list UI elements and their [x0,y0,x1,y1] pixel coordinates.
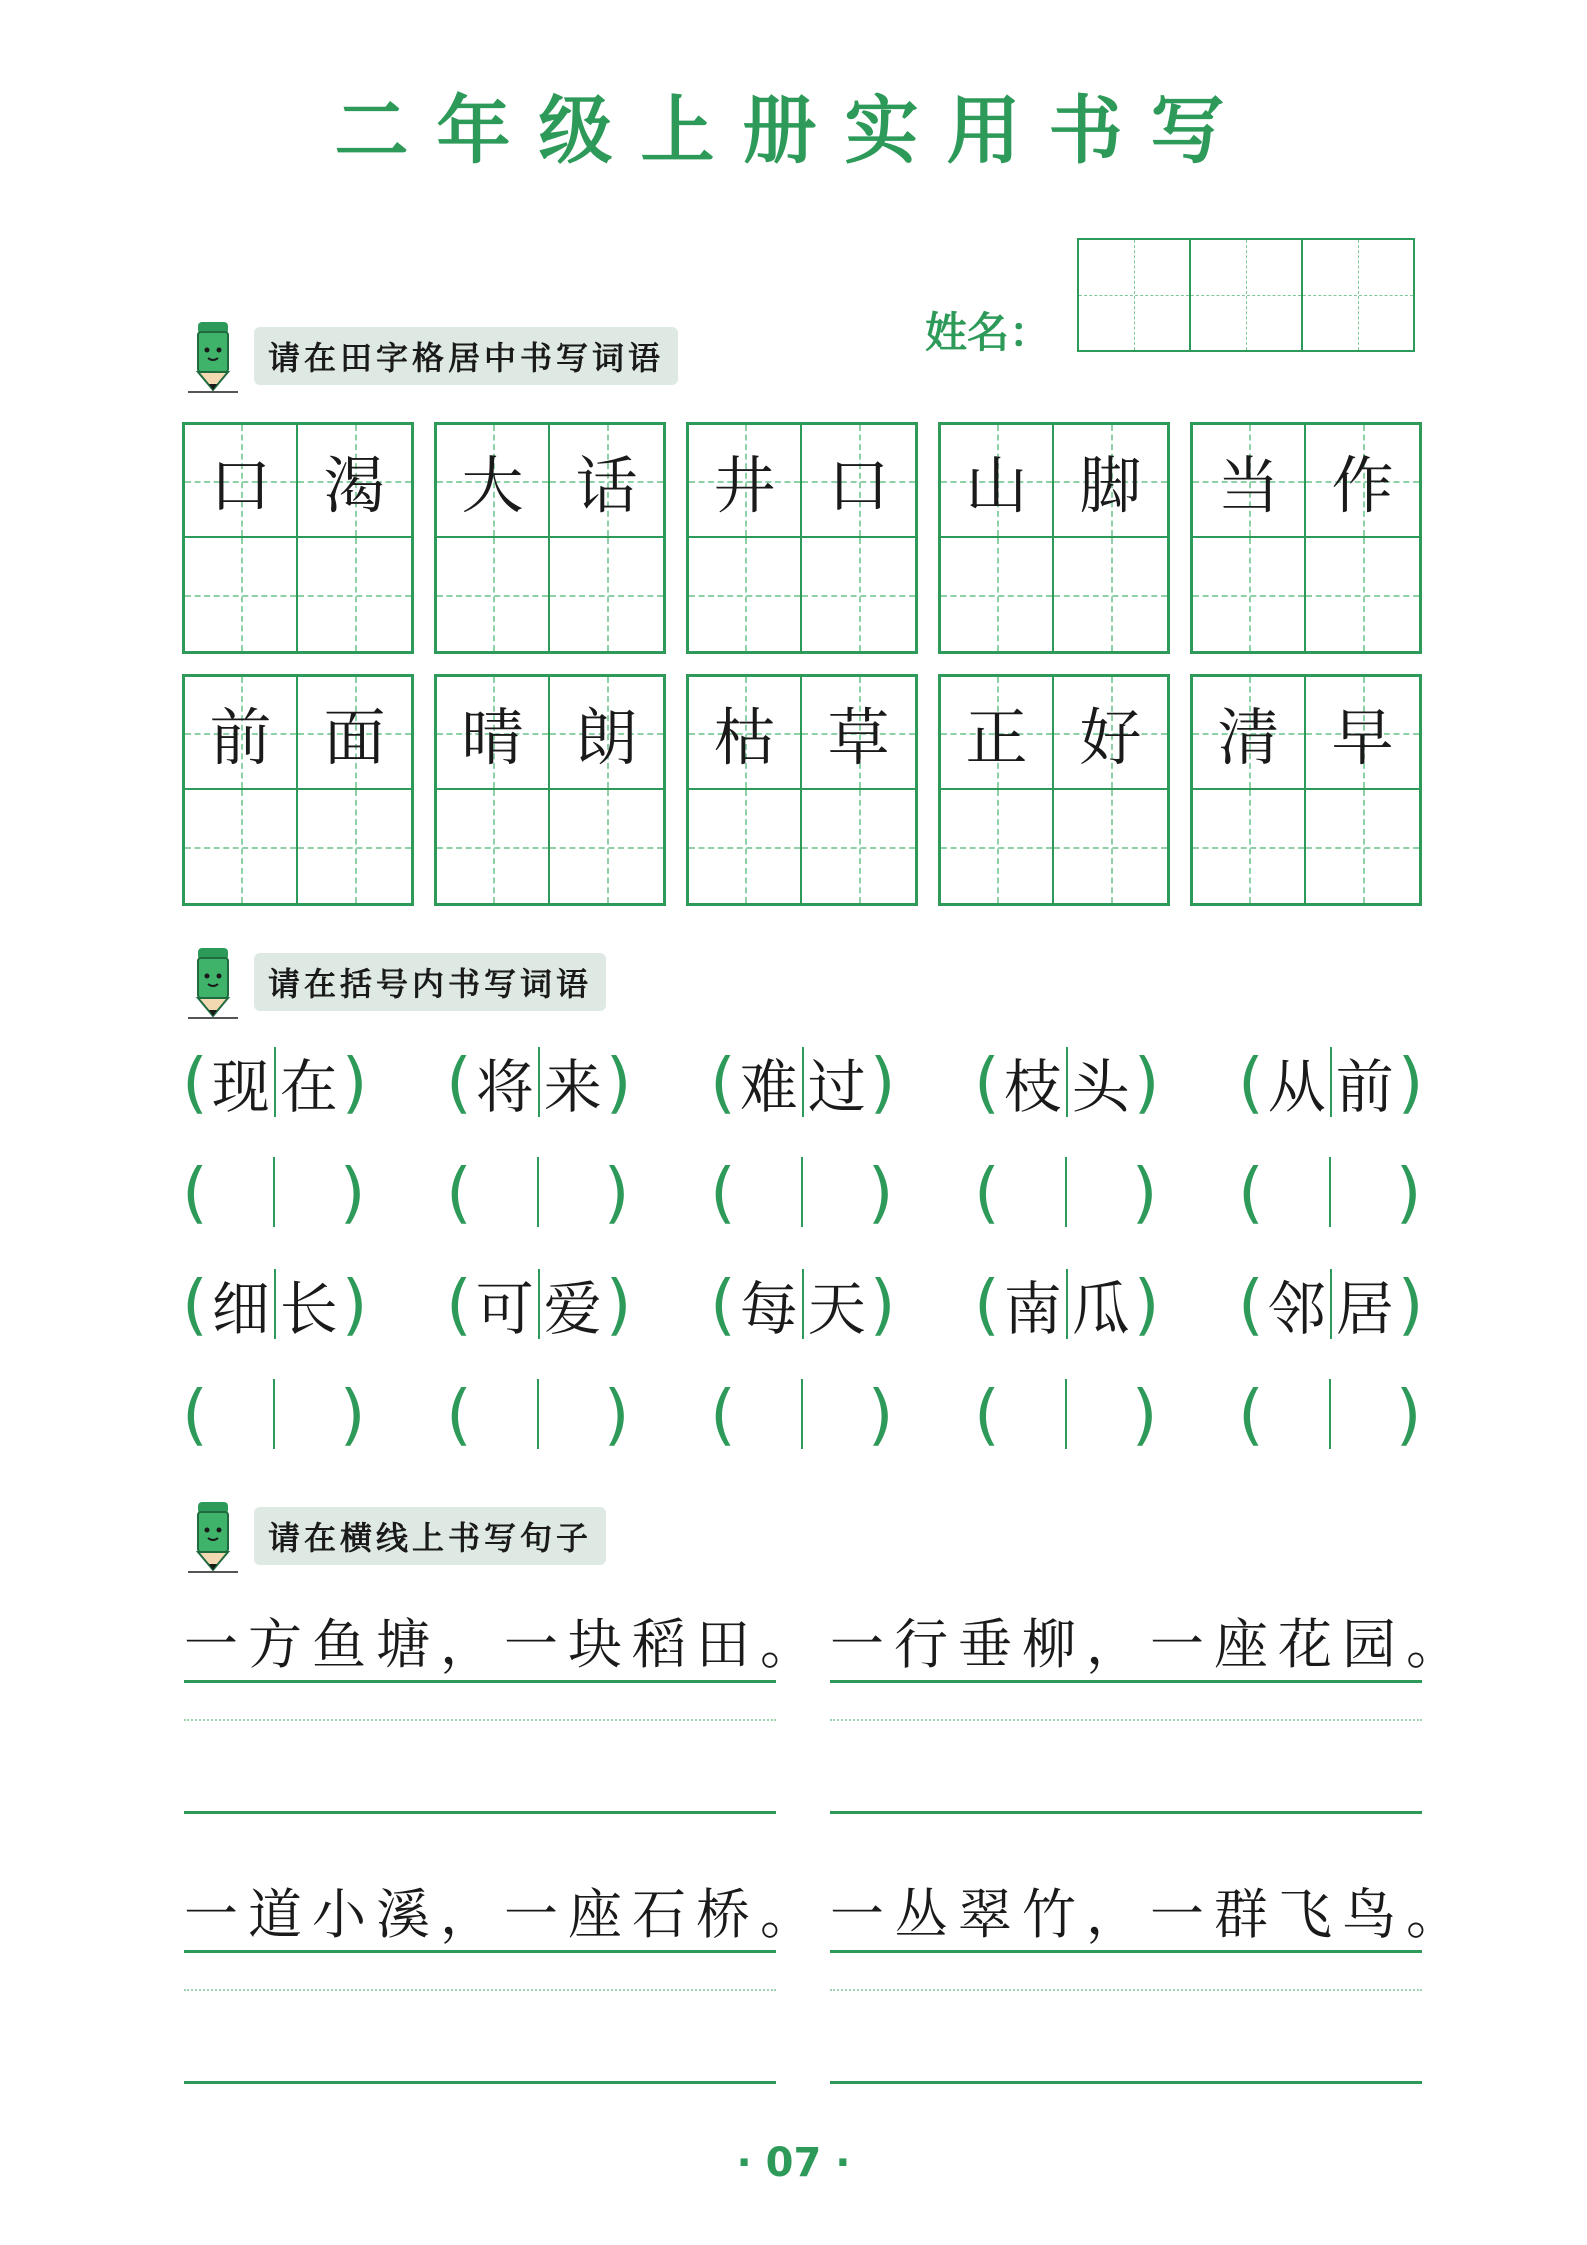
paren-practice-row [182,1374,1502,1454]
paren-word: ( 细 长 ) [182,1264,446,1344]
tianzige-cell [1193,425,1306,538]
tianzige-cell [802,425,915,538]
paren-left: ( [710,1043,736,1121]
word-char: 枝 [1003,1053,1062,1121]
tianzige-cell [689,677,802,790]
tianzige-cell [550,677,663,790]
practice-cell[interactable] [1054,790,1167,903]
paren-blank[interactable]: ( ) [1238,1375,1422,1453]
tianzige-cell [689,425,802,538]
paren-right: ) [341,1043,368,1121]
model-char: 山 [965,449,1028,522]
name-boxes[interactable] [1077,238,1413,352]
tianzige-cell [437,425,550,538]
tianzige-card [182,674,414,906]
paren-right: ) [869,1043,896,1121]
sentence-block [184,1610,824,1814]
paren-left: ( [974,1043,1000,1121]
page-number: · 07 · [736,2140,851,2186]
sentence-block [830,1880,1470,2084]
paren-blank[interactable]: ( ) [446,1375,630,1453]
tianzige-card [434,674,666,906]
name-box[interactable] [1301,238,1415,352]
sentence-block [184,1880,824,2084]
model-char: 清 [1217,701,1280,774]
practice-cell[interactable] [802,538,915,651]
model-char: 作 [1331,449,1394,522]
model-char: 正 [965,701,1028,774]
paren-left: ( [182,1043,208,1121]
paren-word [182,1042,446,1122]
paren-blank[interactable]: ( ) [974,1153,1158,1231]
tianzige-cell [185,677,298,790]
tianzige-card [686,674,918,906]
practice-cell[interactable] [1193,790,1306,903]
model-char: 好 [1079,701,1142,774]
model-char: 井 [713,449,776,522]
tianzige-card [1190,422,1422,654]
paren-blank[interactable]: ( ) [1238,1153,1422,1231]
name-label: 姓名： [925,308,1052,357]
writing-line[interactable] [184,1811,776,1814]
name-box[interactable] [1189,238,1303,352]
section-header-lines [186,1498,606,1574]
paren-blank[interactable]: ( ) [182,1153,366,1231]
practice-cell[interactable] [941,538,1054,651]
tianzige-cell [1306,677,1419,790]
model-sentence: 一方鱼塘，一块稻田。 [184,1610,776,1683]
paren-word [1238,1042,1502,1122]
practice-cell[interactable] [437,538,550,651]
paren-row [182,1264,1502,1344]
tianzige-card [938,422,1170,654]
word-char: 可 [475,1275,534,1343]
word-char: 头 [1071,1053,1130,1121]
sentence-block [830,1610,1470,1814]
section-label: 请在横线上书写句子 [254,1507,606,1565]
tianzige-cell [1054,425,1167,538]
model-char: 面 [323,701,386,774]
tianzige-card [434,422,666,654]
grid-row [182,422,1422,654]
paren-word: ( 每 天 ) [710,1264,974,1344]
model-char: 早 [1331,701,1394,774]
model-char: 口 [827,449,890,522]
tianzige-cell [298,425,411,538]
word-char: 细 [211,1275,270,1343]
section-label: 请在括号内书写词语 [254,953,606,1011]
word-char: 长 [279,1275,338,1343]
practice-cell[interactable] [802,790,915,903]
tianzige-cell [185,425,298,538]
word-char: 难 [739,1053,798,1121]
practice-cell[interactable] [1054,538,1167,651]
word-char: 南 [1003,1275,1062,1343]
paren-blank[interactable]: ( ) [446,1153,630,1231]
model-char: 口 [209,449,272,522]
practice-cell[interactable] [941,790,1054,903]
word-char: 天 [807,1275,866,1343]
model-char: 脚 [1079,449,1142,522]
writing-line[interactable] [830,2081,1422,2084]
tianzige-cell [802,677,915,790]
practice-cell[interactable] [550,790,663,903]
paren-word: ( 可 爱 ) [446,1264,710,1344]
paren-right: ) [1133,1043,1160,1121]
word-char: 过 [807,1053,866,1121]
model-sentence: 一行垂柳，一座花园。 [830,1610,1422,1683]
model-sentence: 一道小溪，一座石桥。 [184,1880,776,1953]
paren-word: ( 南 瓜 ) [974,1264,1238,1344]
writing-line[interactable] [184,2081,776,2084]
word-char: 前 [1335,1053,1394,1121]
practice-cell[interactable] [1306,538,1419,651]
paren-blank[interactable]: ( ) [710,1375,894,1453]
practice-cell[interactable] [298,538,411,651]
word-char: 来 [543,1053,602,1121]
tianzige-card [182,422,414,654]
word-char: 将 [475,1053,534,1121]
paren-right: ) [1397,1043,1424,1121]
guide-dotted-line [830,1989,1422,1991]
writing-line[interactable] [830,1811,1422,1814]
paren-word [710,1042,974,1122]
model-char: 话 [575,449,638,522]
tianzige-cell [437,677,550,790]
practice-cell[interactable] [298,790,411,903]
tianzige-cell [1306,425,1419,538]
word-char: 现 [211,1053,270,1121]
model-char: 大 [461,449,524,522]
tianzige-cell [1193,677,1306,790]
section-header-grid [186,318,678,394]
paren-practice-row [182,1152,1502,1232]
paren-blank[interactable]: ( ) [710,1153,894,1231]
model-char: 当 [1217,449,1280,522]
paren-left: ( [446,1043,472,1121]
tianzige-cell [1054,677,1167,790]
practice-cell[interactable] [185,538,298,651]
word-char: 在 [279,1053,338,1121]
paren-blank[interactable]: ( ) [974,1375,1158,1453]
model-char: 晴 [461,701,524,774]
word-char: 瓜 [1071,1275,1130,1343]
paren-word [446,1042,710,1122]
model-char: 渴 [323,449,386,522]
tianzige-card [938,674,1170,906]
guide-dotted-line [830,1719,1422,1721]
paren-left: ( [1238,1043,1264,1121]
guide-dotted-line [184,1719,776,1721]
tianzige-cell [298,677,411,790]
guide-dotted-line [184,1989,776,1991]
tianzige-card [1190,674,1422,906]
page-title: 二年级上册实用书写 [334,88,1253,174]
name-box[interactable] [1077,238,1191,352]
word-char: 爱 [543,1275,602,1343]
paren-word [974,1042,1238,1122]
pencil-icon [186,944,240,1020]
section-label: 请在田字格居中书写词语 [254,327,678,385]
word-char: 从 [1267,1053,1326,1121]
practice-cell[interactable] [185,790,298,903]
pencil-icon [186,318,240,394]
pencil-icon [186,1498,240,1574]
practice-cell[interactable] [550,538,663,651]
word-char: 居 [1335,1275,1394,1343]
section-header-parens [186,944,606,1020]
practice-cell[interactable] [689,538,802,651]
practice-cell[interactable] [1193,538,1306,651]
tianzige-cell [941,677,1054,790]
word-char: 每 [739,1275,798,1343]
word-char: 邻 [1267,1275,1326,1343]
model-char: 草 [827,701,890,774]
grid-row [182,674,1422,906]
model-char: 朗 [575,701,638,774]
paren-word: ( 邻 居 ) [1238,1264,1502,1344]
model-char: 枯 [713,701,776,774]
tianzige-card [686,422,918,654]
tianzige-cell [941,425,1054,538]
model-sentence: 一丛翠竹，一群飞鸟。 [830,1880,1422,1953]
practice-cell[interactable] [1306,790,1419,903]
paren-right: ) [605,1043,632,1121]
practice-cell[interactable] [437,790,550,903]
model-char: 前 [209,701,272,774]
paren-blank[interactable]: ( ) [182,1375,366,1453]
practice-cell[interactable] [689,790,802,903]
paren-row [182,1042,1502,1122]
tianzige-cell [550,425,663,538]
